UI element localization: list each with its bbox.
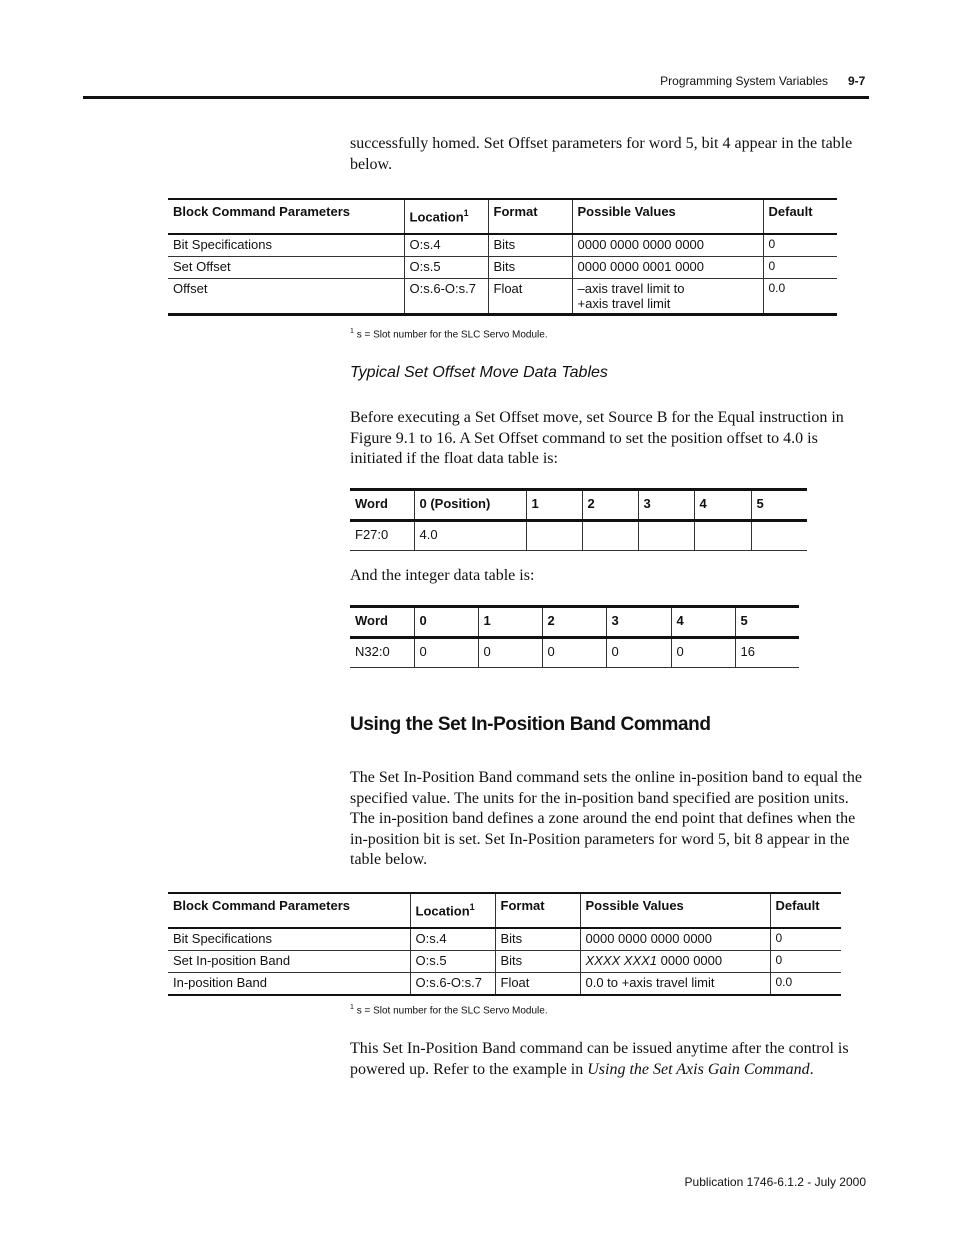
running-header-title: Programming System Variables bbox=[660, 74, 828, 88]
table-cell: F27:0 bbox=[355, 527, 389, 542]
body-paragraph: The Set In-Position Band command sets the online in-position band to equal the specified value. The units for the in-position band specified are position units. The in-position band defines a zone around the end point that defines when the in-position bit is set. Set In-Position parameters for word 5, bit 8 appear in the table below. bbox=[350, 769, 862, 868]
table-row bbox=[168, 257, 837, 279]
set-in-position-band-parameters-table bbox=[168, 892, 841, 996]
table-row bbox=[168, 279, 837, 315]
table-cell: 0 bbox=[770, 951, 841, 973]
table-cell: Offset bbox=[173, 281, 208, 296]
table-cell: Bits bbox=[495, 928, 580, 951]
table-cell: Bits bbox=[488, 257, 572, 279]
column-header: 4 bbox=[671, 607, 735, 638]
footnote-marker: 1 bbox=[469, 902, 475, 912]
table-cell: 0 bbox=[606, 638, 671, 668]
table-row bbox=[168, 951, 841, 973]
set-offset-parameters-table bbox=[168, 198, 837, 316]
column-header: 3 bbox=[606, 607, 671, 638]
table-cell: 0 bbox=[770, 928, 841, 951]
column-header: 0 bbox=[414, 607, 478, 638]
column-header: 0 (Position) bbox=[414, 490, 526, 521]
table-cell: 16 bbox=[735, 638, 799, 668]
column-header: Possible Values bbox=[572, 199, 763, 234]
column-header-location: Location$^1$ bbox=[404, 199, 488, 234]
column-header: Default bbox=[763, 199, 837, 234]
intro-paragraph: successfully homed. Set Offset parameters for word 5, bit 4 appear in the table below. bbox=[350, 135, 853, 173]
table-row bbox=[350, 638, 799, 668]
float-data-table bbox=[350, 488, 807, 551]
table-cell: Set In-position Band bbox=[168, 951, 410, 973]
table-cell bbox=[694, 521, 751, 551]
column-header: Block Command Parameters bbox=[168, 199, 404, 234]
table-cell: –axis travel limit to +axis travel limit bbox=[572, 279, 763, 315]
table-cell: 0000 0000 0001 0000 bbox=[572, 257, 763, 279]
integer-data-table bbox=[350, 605, 799, 668]
column-header: 1 bbox=[478, 607, 542, 638]
column-header: Word bbox=[350, 490, 414, 521]
column-header: 5 bbox=[735, 607, 799, 638]
table-footnote: $^1$ s = Slot number for the SLC Servo Module. bbox=[350, 1004, 548, 1017]
cross-reference: Using the Set Axis Gain Command bbox=[587, 1060, 810, 1078]
table-cell: O:s.4 bbox=[404, 234, 488, 257]
table-cell: O:s.5 bbox=[404, 257, 488, 279]
table-cell: 0000 0000 0000 0000 bbox=[572, 234, 763, 257]
column-header: Possible Values bbox=[580, 893, 770, 928]
table-cell: O:s.4 bbox=[410, 928, 495, 951]
table-cell bbox=[526, 521, 582, 551]
table-cell: Bit Specifications bbox=[168, 928, 410, 951]
table-row bbox=[168, 234, 837, 257]
subheading: Typical Set Offset Move Data Tables bbox=[350, 364, 608, 381]
table-cell: 4.0 bbox=[414, 521, 526, 551]
body-paragraph: Before executing a Set Offset move, set Source B for the Equal instruction in Figure 9.1 to 16. A Set Offset command to set the position offset to 4.0 is initiated if the float data table is: bbox=[350, 409, 844, 467]
footnote-marker: 1 bbox=[463, 208, 469, 218]
table-cell: 0.0 to +axis travel limit bbox=[580, 973, 770, 996]
table-row bbox=[350, 521, 807, 551]
table-footnote: $^1$ s = Slot number for the SLC Servo Module. bbox=[350, 328, 548, 341]
table-cell: 0.0 bbox=[770, 973, 841, 996]
table-header-row bbox=[168, 199, 837, 234]
italic-value: XXXX XXX1 bbox=[585, 953, 658, 968]
table-header-row bbox=[350, 607, 799, 638]
table-header-row bbox=[350, 490, 807, 521]
page-number: 9-7 bbox=[848, 74, 866, 88]
table-cell: O:s.6-O:s.7 bbox=[404, 279, 488, 315]
table-cell: 0000 0000 0000 0000 bbox=[580, 928, 770, 951]
column-header: Block Command Parameters bbox=[168, 893, 410, 928]
column-header: Default bbox=[770, 893, 841, 928]
table-cell: 0 bbox=[414, 638, 478, 668]
table-cell: 0 bbox=[542, 638, 606, 668]
column-header: 5 bbox=[751, 490, 807, 521]
publication-footer: Publication 1746-6.1.2 - July 2000 bbox=[684, 1175, 866, 1189]
table-cell: O:s.5 bbox=[410, 951, 495, 973]
header-rule bbox=[83, 96, 869, 99]
table-cell: 0.0 bbox=[763, 279, 837, 315]
footnote-marker: 1 bbox=[350, 1004, 354, 1011]
table-cell: O:s.6-O:s.7 bbox=[410, 973, 495, 996]
table-cell: Float bbox=[495, 973, 580, 996]
table-row bbox=[168, 973, 841, 996]
table-cell: Bits bbox=[488, 234, 572, 257]
table-cell: Bit Specifications bbox=[168, 234, 404, 257]
column-header: Word bbox=[350, 607, 414, 638]
table-cell: Float bbox=[488, 279, 572, 315]
footnote-marker: 1 bbox=[350, 328, 354, 335]
table-cell bbox=[582, 521, 638, 551]
body-paragraph: And the integer data table is: bbox=[350, 567, 535, 584]
column-header: Format bbox=[488, 199, 572, 234]
table-cell: 0 bbox=[763, 257, 837, 279]
table-cell bbox=[638, 521, 694, 551]
section-heading: Using the Set In-Position Band Command bbox=[350, 714, 711, 735]
column-header: 3 bbox=[638, 490, 694, 521]
table-cell: In-position Band bbox=[173, 975, 267, 990]
column-header: 2 bbox=[582, 490, 638, 521]
column-header-location: Location$^1$ bbox=[410, 893, 495, 928]
table-row bbox=[168, 928, 841, 951]
column-header: 1 bbox=[526, 490, 582, 521]
table-cell bbox=[751, 521, 807, 551]
table-cell: 0 bbox=[763, 234, 837, 257]
table-header-row bbox=[168, 893, 841, 928]
table-cell: Bits bbox=[495, 951, 580, 973]
table-cell: Set Offset bbox=[168, 257, 404, 279]
table-cell: XXXX XXX1 0000 0000 bbox=[580, 951, 770, 973]
table-cell: N32:0 bbox=[355, 644, 390, 659]
column-header: 2 bbox=[542, 607, 606, 638]
column-header: 4 bbox=[694, 490, 751, 521]
table-cell: 0 bbox=[671, 638, 735, 668]
body-paragraph: This Set In-Position Band command can be issued anytime after the control is powered up. Refer to the example in Using the Set Axis Gain Command. bbox=[350, 1040, 849, 1078]
table-cell: 0 bbox=[478, 638, 542, 668]
column-header: Format bbox=[495, 893, 580, 928]
